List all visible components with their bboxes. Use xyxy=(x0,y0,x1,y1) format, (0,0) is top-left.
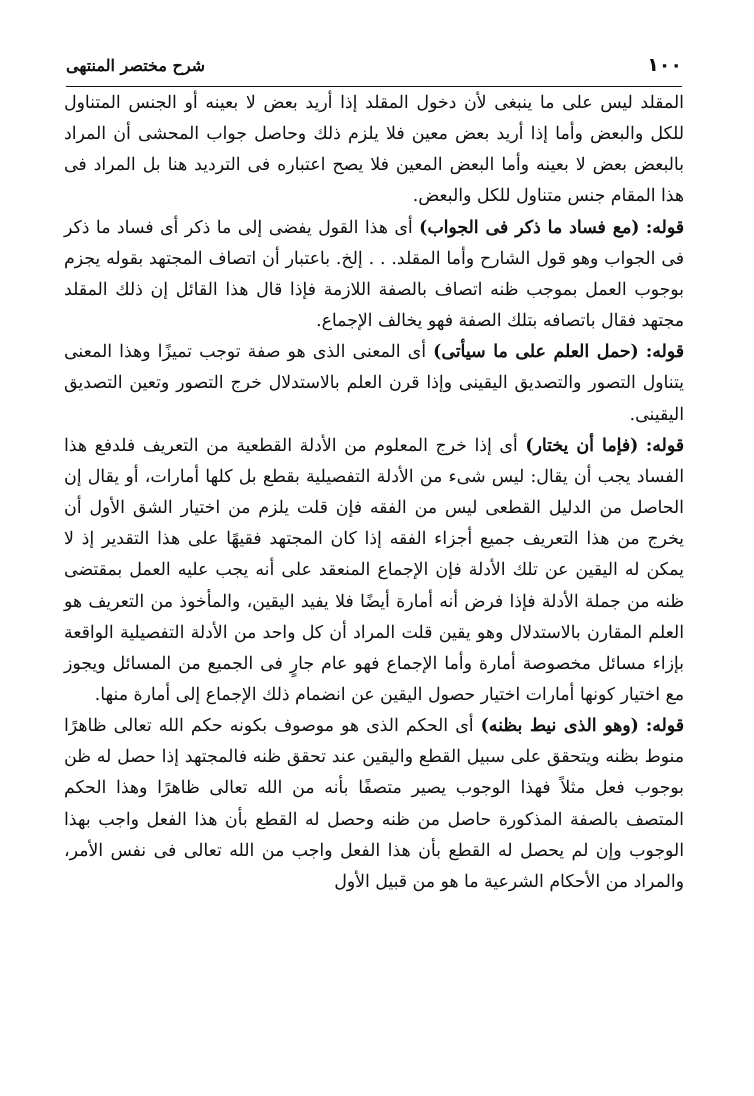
running-title: شرح مختصر المنتهى xyxy=(66,56,206,75)
page-header xyxy=(66,52,682,87)
paragraph-text: المقلد ليس على ما ينبغى لأن دخول المقلد إذا أريد بعض لا بعينه أو الجنس المتناول للكل والبعض وأما إذا أريد بعض معين فلا يلزم ذلك وحاصل جواب المحشى أن المراد بالبعض بعض لا بعينه وأما البعض المعين فلا يصح اعتباره فى الترديد هنا بل المراد فى هذا المقام جنس متناول للكل والبعض. xyxy=(64,93,684,207)
quoted-phrase: (حمل العلم على ما سيأتى) xyxy=(433,342,639,363)
paragraph xyxy=(64,213,684,338)
quoted-phrase: (وهو الذى نيط بظنه) xyxy=(480,716,639,737)
body-text xyxy=(64,88,684,898)
paragraph-keyword: قوله: xyxy=(645,217,685,238)
paragraph xyxy=(64,337,684,430)
paragraph-text: أى هذا القول يفضى إلى ما ذكر أى فساد ما ذكر فى الجواب وهو قول الشارح وأما المقلد. . . إلخ. باعتبار أن اتصاف المجتهد بقوله يجزم بوجوب العمل بموجب ظنه اتصاف بالصفة اللازمة فإذا قال هذا القائل إن ذلك المقلد مجتهد فقال باتصافه بتلك الصفة فهو يخالف الإجماع. xyxy=(64,217,684,332)
paragraph xyxy=(64,88,684,213)
paragraph-text: أى إذا خرج المعلوم من الأدلة القطعية من التعريف فلدفع هذا الفساد يجب أن يقال: ليس شىء من الأدلة التفصيلية بقطع بل كلها أمارات، أو يقال إن الحاصل من الدليل القطعى ليس من الفقه فإن قلت يلزم من اختيار الشق الأول أن يخرج من هذا التعريف جميع أجزاء الفقه إذا كان المجتهد فقيهًا على هذا التقدير إذ لا يمكن له اليقين عن تلك الأدلة فإن الإجماع المنعقد على أنه يجب عليه العمل بمقتضى ظنه من جملة الأدلة فإذا فرض أنه أمارة أيضًا فلا يفيد اليقين، والمأخوذ من التعريف هو العلم المقارن بالاستدلال وهو يقين قلت المراد أن كل واحد من الأدلة التفصيلية الواقعة بإزاء مسائل مخصوصة أمارة وأما الإجماع فهو عام جارٍ فى الجميع من المسائل ويجوز مع اختيار كونها أمارات اختيار حصول اليقين عن انضمام ذلك الإجماع إلى أمارة منها. xyxy=(64,435,684,705)
paragraph-keyword: قوله: xyxy=(645,342,684,363)
paragraph-text: أى المعنى الذى هو صفة توجب تميزًا وهذا المعنى يتناول التصور والتصديق اليقينى وإذا قرن العلم بالاستدلال خرج التصور وتعين التصديق اليقينى. xyxy=(64,342,684,425)
paragraph-keyword: قوله: xyxy=(645,435,685,456)
quoted-phrase: (مع فساد ما ذكر فى الجواب) xyxy=(419,217,640,238)
paragraph xyxy=(64,431,684,711)
page-number: ١٠٠ xyxy=(647,54,682,76)
quoted-phrase: (فإما أن يختار) xyxy=(525,435,639,456)
paragraph-text: أى الحكم الذى هو موصوف بكونه حكم الله تعالى ظاهرًا منوط بظنه ويتحقق على سبيل القطع واليقين عند تحقق ظنه فالمجتهد إذا حصل له ظن بوجوب فعل مثلاً فهذا الوجوب يصير متصفًا بأنه من الله تعالى ظاهرًا وهذا الحكم المتصف بالصفة المذكورة حاصل من ظنه وحصل له القطع بأن هذا الفعل واجب بهذا الوجوب وإن لم يحصل له القطع بأن هذا الفعل واجب من الله تعالى فى نفس الأمر، والمراد من الأحكام الشرعية ما هو من قبيل الأول xyxy=(64,716,684,892)
paragraph-keyword: قوله: xyxy=(645,716,684,737)
paragraph xyxy=(64,711,684,898)
